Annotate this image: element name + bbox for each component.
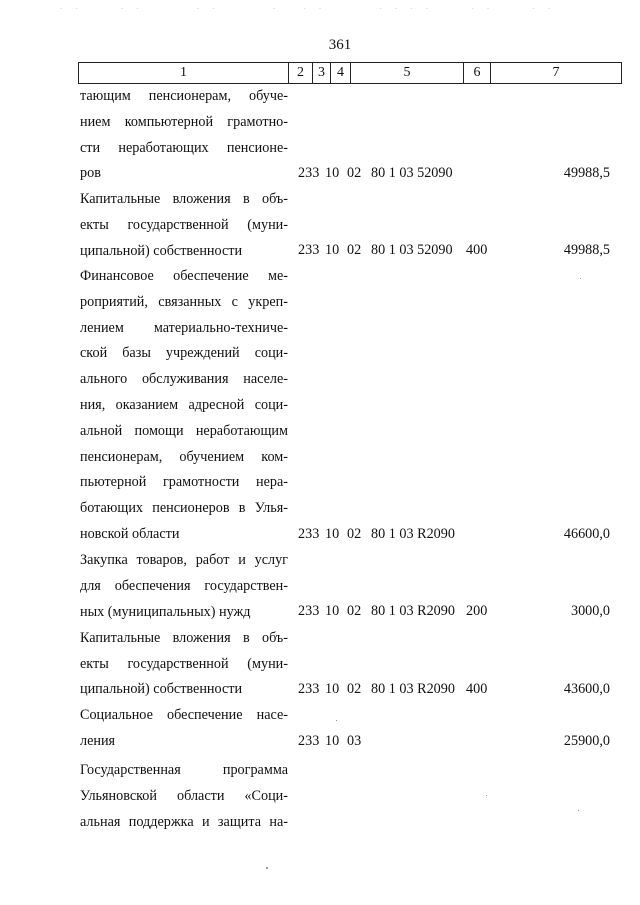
- row-description-line: екты государственной (муни-: [80, 217, 288, 233]
- row-description-line: новской области: [80, 526, 180, 542]
- row-description-line: для обеспечения государствен-: [80, 578, 288, 594]
- amount: 49988,5: [563, 165, 610, 181]
- code-section: 10: [325, 681, 340, 697]
- row-description-line: Финансовое обеспечение ме-: [80, 268, 288, 284]
- scan-noise: - - . . - - . . . - - . . . - . - - . . . - - - - . . - - . . - - .: [60, 6, 571, 9]
- amount: 25900,0: [563, 733, 610, 749]
- code-section: 10: [325, 733, 340, 749]
- code-gov: 233: [298, 526, 320, 542]
- row-description-line: альной помощи неработающим: [80, 423, 288, 439]
- row-description-line: Государственная программа: [80, 762, 288, 778]
- row-description-line: Закупка товаров, работ и услуг: [80, 552, 288, 568]
- code-subsection: 02: [347, 242, 362, 258]
- code-subsection: 02: [347, 681, 362, 697]
- header-col-5: 5: [351, 63, 464, 83]
- row-description-line: ния, оказанием адресной соци-: [80, 397, 288, 413]
- page-number: 361: [328, 37, 352, 53]
- row-description-line: роприятий, связанных с укреп-: [80, 294, 288, 310]
- amount: 46600,0: [563, 526, 610, 542]
- row-description-line: Ульяновской области «Соци-: [80, 788, 288, 804]
- row-description-line: ботающих пенсионеров в Улья-: [80, 500, 288, 516]
- row-description-line: ров: [80, 165, 101, 181]
- scan-speck: [266, 867, 268, 869]
- code-target: 80 1 03 52090: [371, 242, 453, 258]
- row-description-line: ных (муниципальных) нужд: [80, 604, 251, 620]
- header-col-4: 4: [331, 63, 351, 83]
- scan-speck: [580, 278, 581, 279]
- row-description-line: нием компьютерной грамотно-: [80, 114, 288, 130]
- row-description-line: лением материально-техниче-: [80, 320, 288, 336]
- code-target: 80 1 03 R2090: [371, 603, 455, 619]
- code-subsection: 02: [347, 526, 362, 542]
- scan-speck: [486, 795, 487, 796]
- row-description-line: ципальной) собственности: [80, 681, 243, 697]
- amount: 3000,0: [570, 603, 610, 619]
- row-description-line: сти неработающих пенсионе-: [80, 140, 288, 156]
- code-target: 80 1 03 R2090: [371, 681, 455, 697]
- code-subsection: 03: [347, 733, 362, 749]
- row-description-line: ального обслуживания населе-: [80, 371, 288, 387]
- code-gov: 233: [298, 603, 320, 619]
- header-col-3: 3: [313, 63, 331, 83]
- code-section: 10: [325, 603, 340, 619]
- code-gov: 233: [298, 242, 320, 258]
- code-section: 10: [325, 165, 340, 181]
- header-col-2: 2: [289, 63, 313, 83]
- amount: 43600,0: [563, 681, 610, 697]
- header-col-7: 7: [552, 65, 560, 80]
- code-subsection: 02: [347, 165, 362, 181]
- scan-speck: [336, 720, 337, 721]
- row-description-line: екты государственной (муни-: [80, 656, 288, 672]
- code-target: 80 1 03 52090: [371, 165, 453, 181]
- code-section: 10: [325, 526, 340, 542]
- row-description-line: ской базы учреждений соци-: [80, 345, 288, 361]
- row-description-line: пьютерной грамотности нера-: [80, 474, 288, 490]
- row-description-line: тающим пенсионерам, обуче-: [80, 88, 288, 104]
- row-description-line: ципальной) собственности: [80, 243, 243, 259]
- code-subsection: 02: [347, 603, 362, 619]
- row-description-line: пенсионерам, обучением ком-: [80, 449, 288, 465]
- code-target: 80 1 03 R2090: [371, 526, 455, 542]
- row-description-line: ления: [80, 733, 116, 749]
- header-col-1: 1: [79, 63, 289, 83]
- code-gov: 233: [298, 165, 320, 181]
- header-col-6: 6: [464, 63, 491, 83]
- code-expense-type: 200: [466, 603, 488, 619]
- table-header: [78, 62, 622, 84]
- code-expense-type: 400: [466, 681, 488, 697]
- row-description-line: альная поддержка и защита на-: [80, 814, 288, 830]
- amount: 49988,5: [563, 242, 610, 258]
- code-gov: 233: [298, 733, 320, 749]
- scan-speck: [578, 810, 579, 811]
- code-expense-type: 400: [466, 242, 488, 258]
- row-description-line: Капитальные вложения в объ-: [80, 630, 288, 646]
- row-description-line: Социальное обеспечение насе-: [80, 707, 288, 723]
- row-description-line: Капитальные вложения в объ-: [80, 191, 288, 207]
- code-gov: 233: [298, 681, 320, 697]
- code-section: 10: [325, 242, 340, 258]
